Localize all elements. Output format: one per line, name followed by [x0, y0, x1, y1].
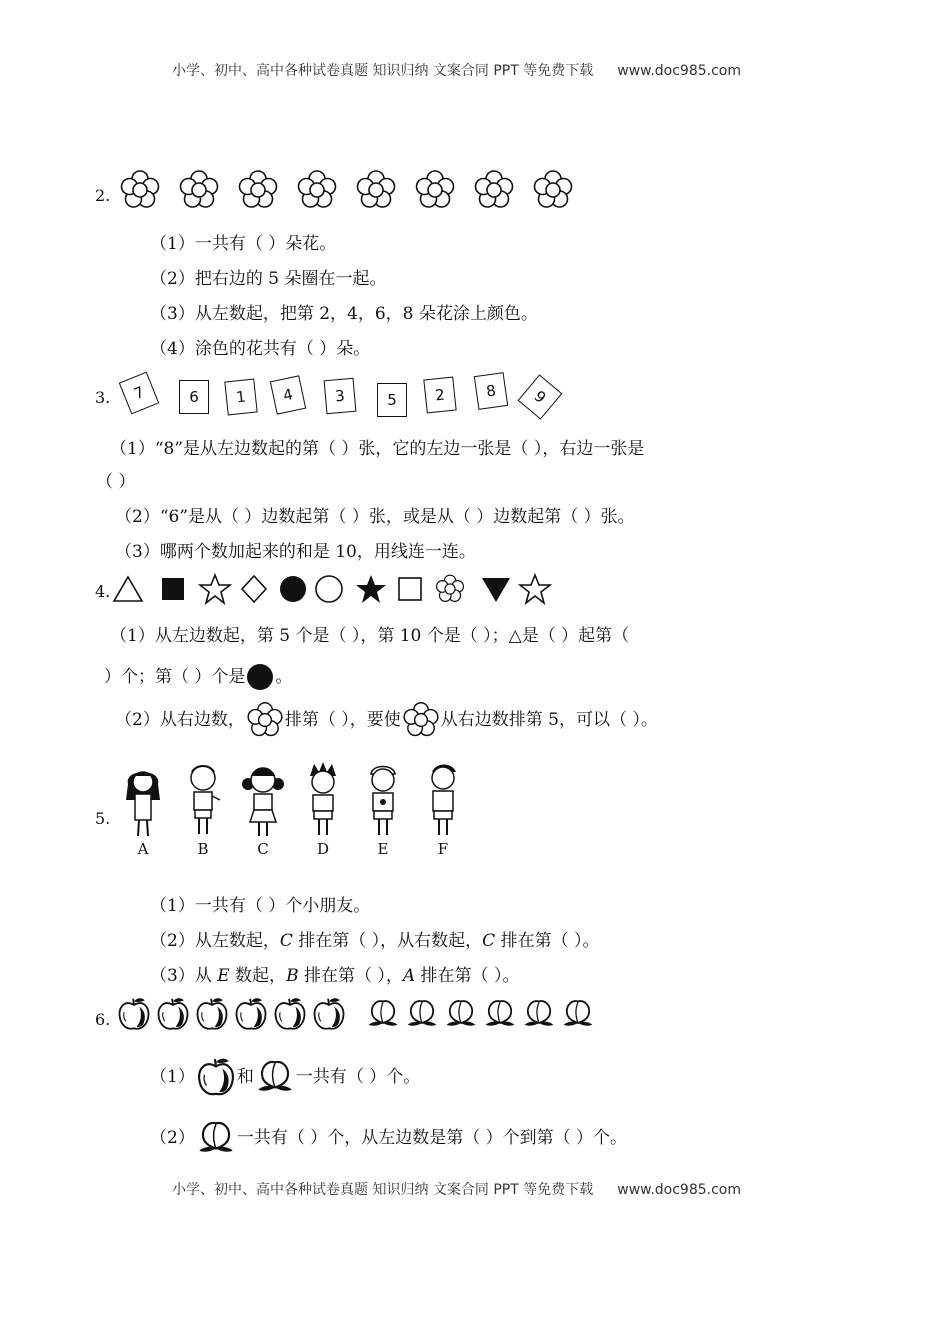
boy-icon: [300, 760, 346, 840]
q6-line-2-prefix: （2）: [150, 1128, 195, 1148]
footer-site: www.doc985.com: [617, 1182, 741, 1198]
filled-down-triangle-icon: [480, 573, 512, 605]
number-card: 1: [224, 379, 257, 416]
apple-icon: [195, 1056, 237, 1098]
q6-line-1-text: 一共有（ ）个。: [295, 1067, 421, 1087]
peach-icon: [404, 996, 440, 1032]
number-card: 4: [270, 375, 306, 414]
q4-line-3-text-a: （2）从右边数，: [115, 710, 245, 730]
number-card: 2: [423, 377, 456, 414]
flower-icon: [177, 168, 221, 212]
children-row: [120, 760, 466, 858]
number-card: 5: [377, 383, 407, 417]
peach-icon: [560, 996, 596, 1032]
boy-icon: [420, 760, 466, 840]
q4-line-2-text: ）个；第（ ）个是: [104, 667, 246, 687]
boy-icon: [360, 760, 406, 840]
question-6-number: 6.: [95, 1010, 111, 1029]
flower-icon: [401, 700, 441, 740]
child-label: E: [377, 840, 389, 858]
question-2-number: 2.: [95, 186, 111, 205]
number-card: 7: [119, 372, 160, 415]
child-f: [420, 760, 466, 858]
q3-line-1b: （ ）: [96, 472, 136, 492]
circle-outline-icon: [314, 573, 344, 605]
girl-icon: [120, 760, 166, 840]
child-label: F: [437, 840, 449, 858]
apple-icon: [155, 996, 191, 1032]
header-text: 小学、初中、高中各种试卷真题 知识归纳 文案合同 PPT 等免费下载: [172, 63, 594, 79]
flower-icon: [118, 168, 162, 212]
q5-line-2: （2）从左数起，C 排在第（ ），从右数起，C 排在第（ ）。: [150, 931, 600, 951]
filled-circle-icon: [278, 573, 308, 605]
child-c: [240, 760, 286, 858]
apple-icon: [194, 996, 230, 1032]
q2-line-1: （1）一共有（ ）朵花。: [150, 234, 337, 254]
square-outline-icon: [396, 573, 424, 605]
peach-icon: [521, 996, 557, 1032]
question-5-number: 5.: [95, 809, 111, 828]
q4-line-3: [115, 700, 658, 740]
apple-icon: [311, 996, 347, 1032]
child-a: [120, 760, 166, 858]
flower-icon: [413, 168, 457, 212]
peach-icon: [195, 1117, 237, 1159]
q4-line-2-end: 。: [275, 667, 293, 687]
q6-line-1: [150, 1056, 420, 1098]
q6-line-1-and: 和: [236, 1067, 254, 1087]
child-e: [360, 760, 406, 858]
child-label: C: [257, 840, 269, 858]
flower-row: [118, 168, 575, 212]
question-3-number: 3.: [95, 388, 111, 407]
q2-line-2: （2）把右边的 5 朵圈在一起。: [150, 269, 387, 289]
filled-circle-icon: [245, 662, 275, 692]
q6-line-2-text: 一共有（ ）个，从左边数是第（ ）个到第（ ）个。: [236, 1128, 628, 1148]
page-header: [172, 60, 741, 80]
number-card: 9: [518, 374, 563, 419]
flower-icon: [354, 168, 398, 212]
q3-line-1a: （1）“8”是从左边数起的第（ ）张，它的左边一张是（ ），右边一张是: [110, 439, 645, 459]
q3-line-2: （2）“6”是从（ ）边数起第（ ）张，或是从（ ）边数起第（ ）张。: [115, 507, 635, 527]
flower-icon: [295, 168, 339, 212]
flower-icon: [472, 168, 516, 212]
q5-line-3: （3）从 E 数起，B 排在第（ ），A 排在第（ ）。: [150, 966, 520, 986]
child-label: B: [197, 840, 209, 858]
q2-line-4: （4）涂色的花共有（ ）朵。: [150, 339, 371, 359]
filled-star-icon: [354, 573, 388, 605]
q4-line-3-text-b: 排第（ ），要使: [284, 710, 401, 730]
q6-line-1-prefix: （1）: [150, 1067, 195, 1087]
peach-icon: [365, 996, 401, 1032]
q4-line-3-text-c: 从右边数排第 5，可以（ ）。: [440, 710, 658, 730]
boy-icon: [180, 760, 226, 840]
q5-line-1: （1）一共有（ ）个小朋友。: [150, 896, 371, 916]
q6-line-2: [150, 1117, 627, 1159]
question-4-number: 4.: [95, 582, 111, 601]
apple-icon: [272, 996, 308, 1032]
flower-icon: [434, 573, 466, 605]
child-label: D: [316, 840, 330, 858]
header-site: www.doc985.com: [617, 63, 741, 79]
peach-icon: [482, 996, 518, 1032]
shape-row: [112, 573, 552, 605]
child-b: [180, 760, 226, 858]
peach-icon: [443, 996, 479, 1032]
child-label: A: [137, 840, 149, 858]
q4-line-2: [104, 662, 292, 692]
diamond-outline-icon: [240, 573, 268, 605]
q2-line-3: （3）从左数起，把第 2，4，6，8 朵花涂上颜色。: [150, 304, 538, 324]
number-card: 3: [324, 378, 357, 414]
flower-icon: [245, 700, 285, 740]
star-outline-icon: [518, 573, 552, 605]
q4-line-1: （1）从左边数起，第 5 个是（ ），第 10 个是（ ）；△是（ ）起第（: [110, 626, 630, 646]
number-card: 6: [179, 380, 209, 414]
number-card: 8: [474, 372, 508, 410]
apple-icon: [233, 996, 269, 1032]
flower-icon: [236, 168, 280, 212]
flower-icon: [531, 168, 575, 212]
q3-line-3: （3）哪两个数加起来的和是 10，用线连一连。: [115, 542, 476, 562]
apple-icon: [116, 996, 152, 1032]
girl-icon: [240, 760, 286, 840]
filled-square-icon: [158, 573, 188, 605]
fruit-row: [116, 996, 596, 1032]
footer-text: 小学、初中、高中各种试卷真题 知识归纳 文案合同 PPT 等免费下载: [172, 1182, 594, 1198]
peach-icon: [254, 1056, 296, 1098]
page-footer: [172, 1179, 741, 1199]
triangle-outline-icon: [112, 573, 144, 605]
child-d: [300, 760, 346, 858]
star-outline-icon: [198, 573, 232, 605]
